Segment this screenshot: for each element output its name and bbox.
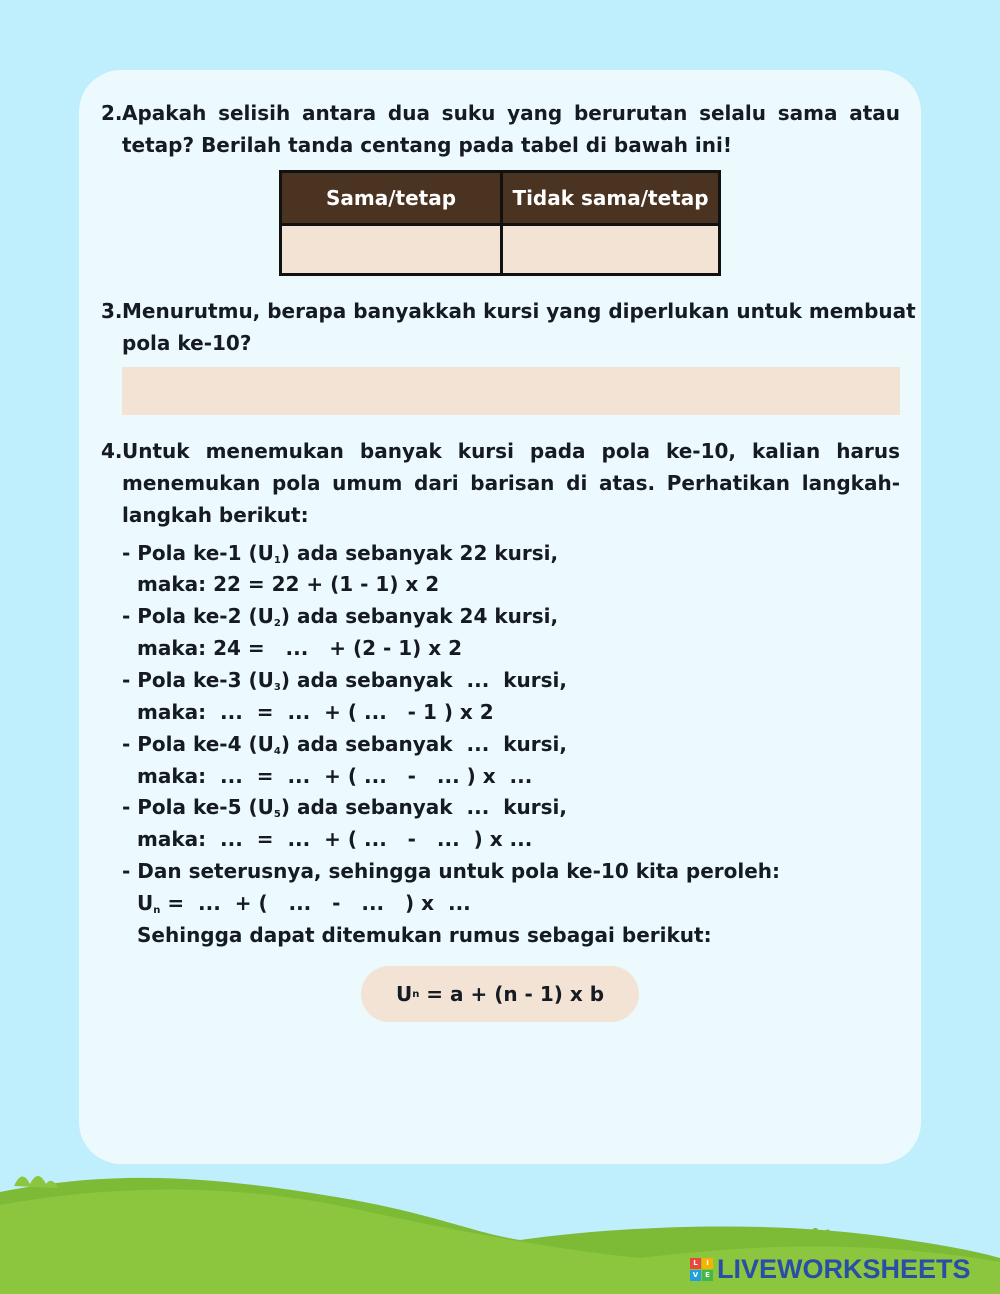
step-4-line[interactable]: - Pola ke-4 $(U_4)$ ada sebanyak ... kursi,	[122, 732, 567, 757]
question-3-answer-input[interactable]	[122, 367, 900, 415]
question-4-text-line-1: Untuk menemukan banyak kursi pada pola ke-10, kalian harus	[122, 439, 900, 463]
table-header-same: Sama/tetap	[282, 173, 500, 223]
liveworksheets-wordmark: LIVEWORKSHEETS	[717, 1253, 971, 1284]
step-3-line[interactable]: - Pola ke-3 $(U_3)$ ada sebanyak ... kursi,	[122, 668, 567, 693]
step-4-equation[interactable]: maka: ... = ... + ( ... - ... ) x ...	[137, 764, 533, 788]
question-2-text-line-2: tetap? Berilah tanda centang pada tabel di bawah ini!	[122, 133, 732, 157]
step-1-line: - Pola ke-1 $(U_1)$ ada sebanyak 22 kursi,	[122, 541, 559, 566]
table-header-not-same: Tidak sama/tetap	[500, 173, 718, 223]
step-6-line: - Dan seterusnya, sehingga untuk pola ke-10 kita peroleh:	[122, 859, 781, 883]
step-5-equation[interactable]: maka: ... = ... + ( ... - ... ) x ...	[137, 827, 533, 851]
step-3-equation[interactable]: maka: ... = ... + ( ... - 1 ) x 2	[137, 700, 494, 724]
question-4-number: 4.	[101, 439, 123, 463]
step-2-equation[interactable]: maka: 24 = ... + (2 - 1) x 2	[137, 636, 463, 660]
step-1-equation: maka: 22 = 22 + (1 - 1) x 2	[137, 572, 440, 596]
question-2-number: 2.	[101, 101, 123, 125]
question-3-text-line-2: pola ke-10?	[122, 331, 252, 355]
question-4-text-line-2: menemukan pola umum dari barisan di atas. Perhatikan langkah-	[122, 471, 900, 495]
general-formula-badge: U n = a + (n - 1) x b	[361, 966, 639, 1022]
answer-cell-same[interactable]	[282, 223, 500, 273]
answer-cell-not-same[interactable]	[500, 223, 718, 273]
step-6-equation[interactable]: $U_n$ = ... + ( ... - ... ) x ...	[137, 891, 471, 916]
answer-table	[279, 170, 721, 276]
step-7-line: Sehingga dapat ditemukan rumus sebagai berikut:	[137, 923, 712, 947]
step-2-line: - Pola ke-2 $(U_2)$ ada sebanyak 24 kursi,	[122, 604, 559, 629]
question-3-text-line-1: Menurutmu, berapa banyakkah kursi yang diperlukan untuk membuat	[122, 299, 916, 323]
question-4-text-line-3: langkah berikut:	[122, 503, 309, 527]
step-5-line[interactable]: - Pola ke-5 $(U_5)$ ada sebanyak ... kursi,	[122, 795, 567, 820]
liveworksheets-mark-icon: L I V E	[690, 1258, 713, 1281]
question-2-text-line-1: Apakah selisih antara dua suku yang berurutan selalu sama atau	[122, 101, 900, 125]
question-3-number: 3.	[101, 299, 123, 323]
liveworksheets-logo	[690, 1252, 971, 1286]
